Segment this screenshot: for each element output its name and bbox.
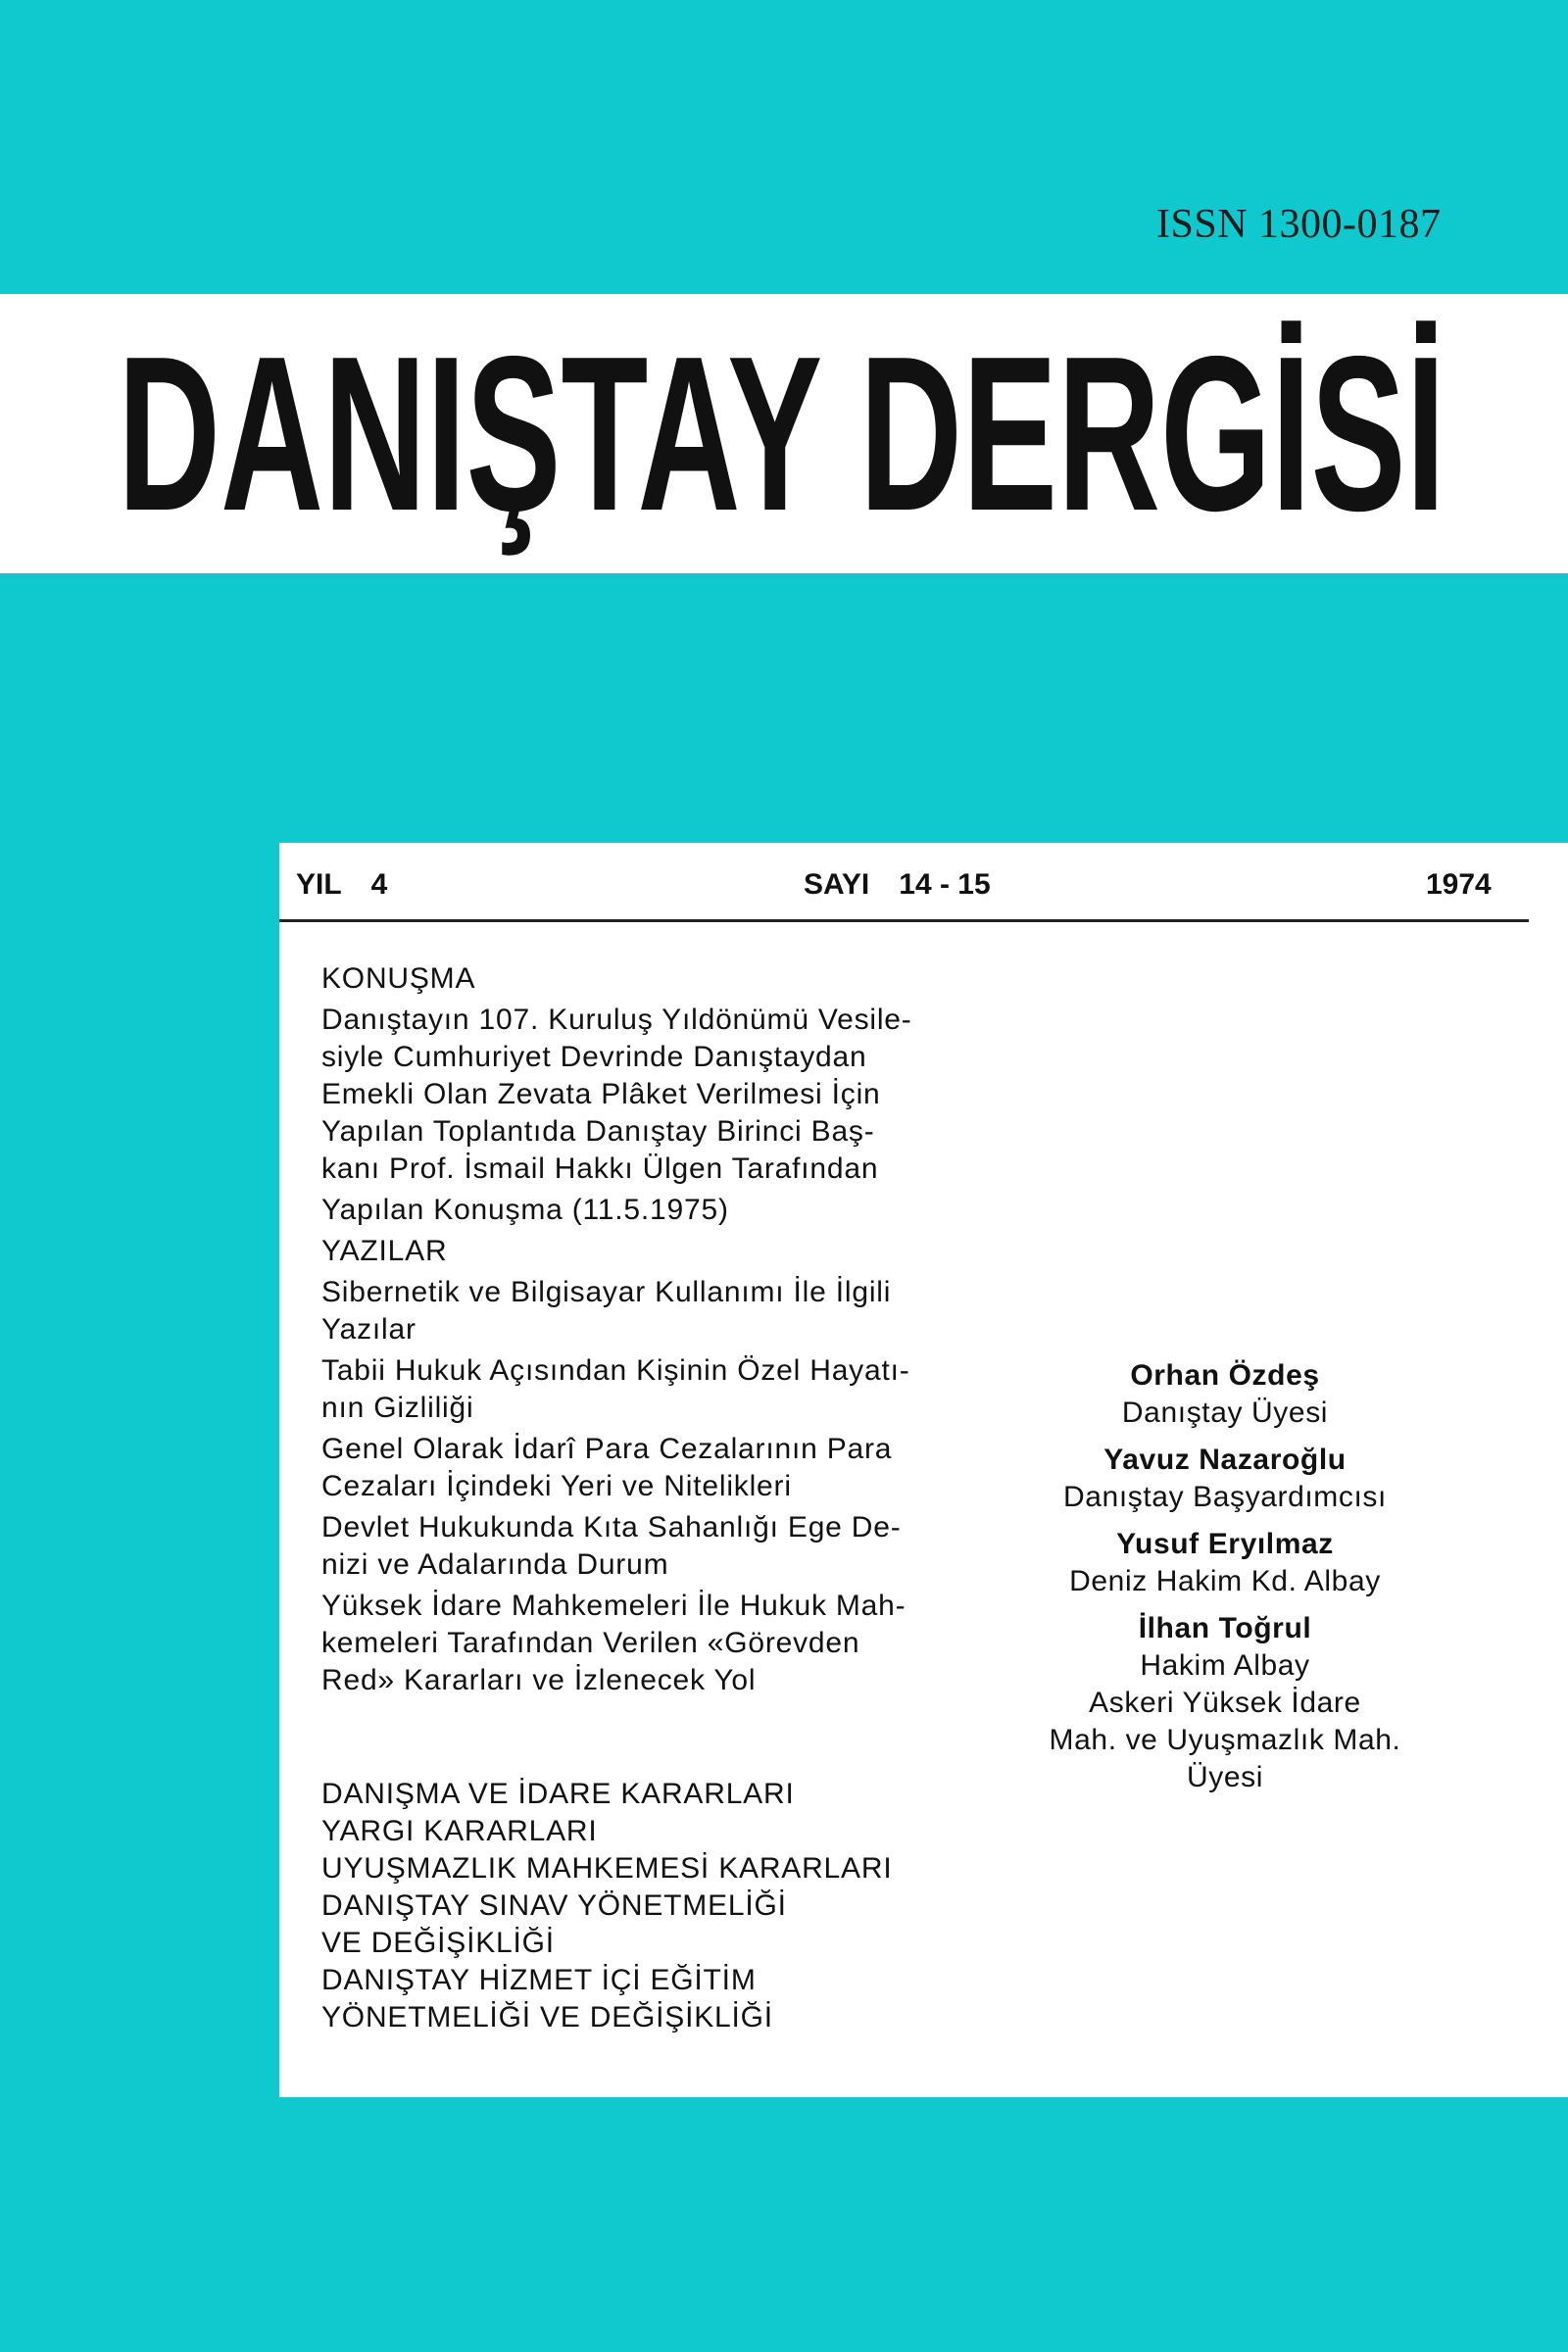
section-item: UYUŞMAZLIK MAHKEMESİ KARARLARI — [321, 1852, 893, 1885]
yazilar-heading: YAZILAR — [321, 1235, 448, 1267]
sayi-value: 14 - 15 — [899, 868, 991, 901]
header-rule — [279, 919, 1529, 922]
author-role: Üyesi — [1186, 1761, 1263, 1793]
yil-label: YIL — [296, 868, 342, 901]
author-name: Yavuz Nazaroğlu — [1103, 1444, 1347, 1476]
article-line: Genel Olarak İdarî Para Cezalarının Para — [321, 1433, 893, 1465]
article-line: nın Gizliliği — [321, 1392, 474, 1424]
article-entry — [321, 1352, 1047, 1427]
article-line: Devlet Hukukunda Kıta Sahanlığı Ege De- — [321, 1511, 902, 1544]
issue-number — [804, 868, 991, 902]
konusma-line: siyle Cumhuriyet Devrinde Danıştaydan — [321, 1041, 867, 1073]
section-item: YARGI KARARLARI — [321, 1815, 598, 1847]
konusma-line: Yapılan Konuşma (11.5.1975) — [321, 1194, 729, 1226]
issue-year-volume — [296, 868, 387, 902]
section-item: DANIŞMA VE İDARE KARARLARI — [321, 1778, 795, 1810]
article-entry — [321, 1509, 1047, 1584]
table-of-contents — [321, 960, 1047, 2036]
issn-number: ISSN 1300-0187 — [1156, 202, 1442, 247]
author-role: Deniz Hakim Kd. Albay — [1069, 1565, 1381, 1597]
article-line: Cezaları İçindeki Yeri ve Nitelikleri — [321, 1470, 792, 1502]
article-entry — [321, 1588, 1047, 1699]
author-role: Askeri Yüksek İdare — [1089, 1687, 1361, 1719]
konusma-line: Danıştayın 107. Kuruluş Yıldönümü Vesile- — [321, 1004, 912, 1036]
article-line: kemeleri Tarafından Verilen «Görevden — [321, 1627, 860, 1659]
article-entry — [321, 1274, 1047, 1348]
konusma-heading: KONUŞMA — [321, 962, 476, 995]
konusma-entry — [321, 1002, 1047, 1229]
section-item: DANIŞTAY SINAV YÖNETMELİĞİ — [321, 1889, 787, 1922]
author-role: Danıştay Üyesi — [1121, 1396, 1329, 1429]
author-role: Danıştay Başyardımcısı — [1063, 1481, 1387, 1513]
contents-panel — [279, 843, 1568, 2097]
yil-value: 4 — [370, 868, 388, 901]
other-sections — [321, 1776, 1047, 2036]
author-role: Mah. ve Uyuşmazlık Mah. — [1049, 1724, 1401, 1756]
konusma-line: Yapılan Toplantıda Danıştay Birinci Baş- — [321, 1115, 875, 1148]
article-entry — [321, 1431, 1047, 1505]
konusma-line: kanı Prof. İsmail Hakkı Ülgen Tarafından — [321, 1152, 879, 1185]
author-name: İlhan Toğrul — [1138, 1612, 1312, 1644]
sayi-label: SAYI — [804, 868, 870, 901]
article-line: nizi ve Adalarında Durum — [321, 1548, 669, 1581]
journal-title-text: DANIŞTAY DERGİSİ — [118, 310, 1446, 557]
author-role: Hakim Albay — [1140, 1649, 1310, 1682]
article-line: Sibernetik ve Bilgisayar Kullanımı İle İlgili — [321, 1276, 892, 1308]
journal-title — [118, 310, 1450, 557]
publication-year: 1974 — [1426, 868, 1492, 901]
article-line: Yüksek İdare Mahkemeleri İle Hukuk Mah- — [321, 1590, 906, 1622]
section-item: YÖNETMELİĞİ VE DEĞİŞİKLİĞİ — [321, 2001, 773, 2034]
article-line: Tabii Hukuk Açısından Kişinin Özel Hayatı- — [321, 1354, 910, 1387]
author-name: Orhan Özdeş — [1130, 1359, 1320, 1392]
konusma-line: Emekli Olan Zevata Plâket Verilmesi İçin — [321, 1078, 881, 1110]
section-item: VE DEĞİŞİKLİĞİ — [321, 1927, 555, 1959]
article-line: Red» Kararları ve İzlenecek Yol — [321, 1664, 757, 1696]
author-name: Yusuf Eryılmaz — [1116, 1528, 1334, 1560]
article-line: Yazılar — [321, 1313, 416, 1346]
section-item: DANIŞTAY HİZMET İÇİ EĞİTİM — [321, 1964, 757, 1996]
author-list — [1044, 1357, 1406, 1796]
